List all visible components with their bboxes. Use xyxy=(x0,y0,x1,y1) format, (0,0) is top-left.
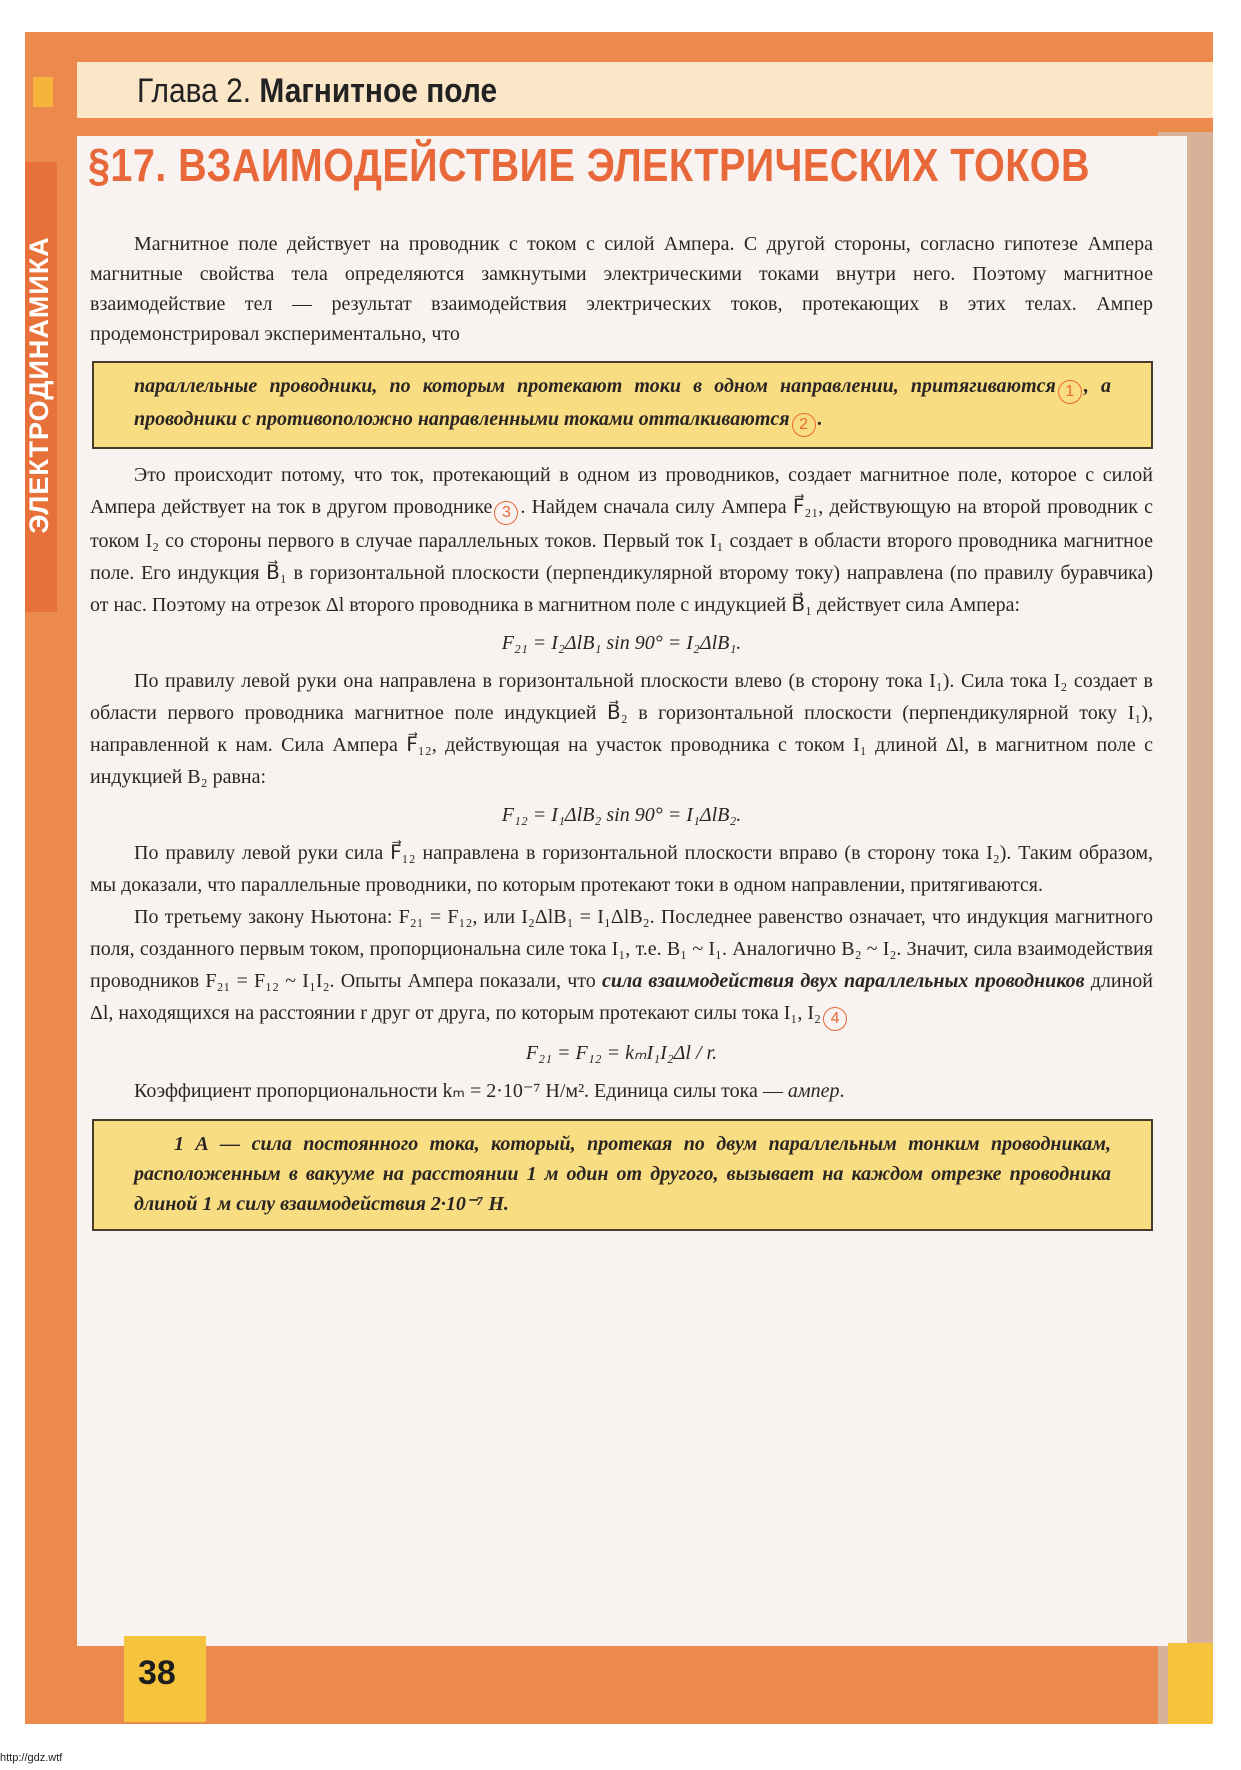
chapter-prefix: Глава 2. xyxy=(137,72,252,110)
text: длиной Δl, находящихся на расстоянии r друг от друга, по которым протекают силы тока I₁, I₂ xyxy=(90,970,1154,1024)
formula-force: F₂₁ = F₁₂ = kₘI₁I₂Δl / r. xyxy=(525,1042,718,1064)
paragraph-left-hand: По правилу левой руки она направлена в горизонтальной плоскости влево (в сторону тока I₁). Сила тока I₂ создает в области первого проводника магнитное поле индукцией B⃗₂ в горизонтальной плоскости (перпендикулярной току I₁), направленной к нам. Сила Ампера F⃗₁₂, действующая на участок проводника с током I₁ длиной Δl, в магнитном поле с индукцией B₂ равна: xyxy=(90,670,1153,788)
rule-part: , а проводники с противоположно направленными токами отталкиваются xyxy=(134,375,1111,430)
marker-4[interactable]: 4 xyxy=(823,1007,847,1031)
emphasis: сила взаимодействия двух параллельных проводников xyxy=(601,970,1085,992)
chapter-title: Магнитное поле xyxy=(259,72,498,110)
definition-text: 1 А — сила постоянного тока, который, протекая по двум параллельным тонким проводникам, расположенным в вакууме на расстоянии 1 м один от другого, вызывает на каждом отрезке проводника длиной 1 м силу взаимодействия 2·10⁻⁷ Н. xyxy=(134,1133,1111,1215)
section-title: §17. ВЗАИМОДЕЙСТВИЕ ЭЛЕКТРИЧЕСКИХ ТОКОВ xyxy=(88,139,1090,191)
side-label: ЭЛЕКТРОДИНАМИКА xyxy=(24,236,54,534)
rule-text xyxy=(94,371,1151,437)
rule-part: . xyxy=(817,408,823,430)
paragraph-intro: Магнитное поле действует на проводник с током с силой Ампера. С другой стороны, согласно гипотезе Ампера магнитные свойства тела определяются замкнутыми электрическими токами внутри него. Поэтому магнитное взаимодействие тел — результат взаимодействия электрических токов, протекающих в этих телах. Ампер продемонстрировал экспериментально, что xyxy=(90,233,1153,345)
formula-f21: F₂₁ = I₂ΔlB₁ sin 90° = I₂ΔlB₁. xyxy=(501,632,742,654)
footer-url[interactable]: http://gdz.wtf xyxy=(0,1752,63,1764)
paragraph-explanation xyxy=(90,459,1153,621)
highlight-box-definition xyxy=(92,1119,1153,1231)
marker-2[interactable]: 2 xyxy=(792,413,816,437)
highlight-box-rule xyxy=(92,361,1153,449)
page-number: 38 xyxy=(138,1654,176,1692)
text: По третьему закону Ньютона: F₂₁ = F₁₂, или I₂ΔlB₁ = I₁ΔlB₂. Последнее равенство означает, что индукция магнитного поля, созданного первым током, пропорциональна силе тока I₁, т.е. B₁ ~ I₁. Аналогично B₂ ~ I₂. Значит, сила взаимодействия проводников F₂₁ = F₁₂ ~ I₁I₂. Опыты Ампера показали, что xyxy=(90,906,1153,992)
emphasis: ампер xyxy=(787,1080,840,1102)
paragraph-coefficient xyxy=(90,1075,1153,1107)
text: Коэффициент пропорциональности kₘ = 2·10⁻⁷ Н/м². Единица силы тока — xyxy=(134,1080,788,1102)
text: Это происходит потому, что ток, протекающий в одном из проводников, создает магнитное поле, которое с силой Ампера действует на ток в другом проводнике xyxy=(90,464,1153,518)
formula-f12: F₁₂ = I₁ΔlB₂ sin 90° = I₁ΔlB₂. xyxy=(501,804,742,826)
text: . Найдем сначала силу Ампера F⃗₂₁, действующую на второй проводник с током I₂ со стороны первого в случае параллельных токов. Первый ток I₁ создает в области второго проводника магнитное поле. Его индукция B⃗₁ в горизонтальной плоскости (перпендикулярной второму току) направлена (по правилу буравчика) от нас. Поэтому на отрезок Δl второго проводника в магнитном поле с индукцией B⃗₁ действует сила Ампера: xyxy=(90,496,1153,616)
paragraph-newton xyxy=(90,901,1153,1031)
marker-3[interactable]: 3 xyxy=(494,501,518,525)
header-marker xyxy=(33,77,53,107)
marker-1[interactable]: 1 xyxy=(1058,380,1082,404)
rule-part: параллельные проводники, по которым протекают токи в одном направлении, притягиваются xyxy=(134,375,1056,397)
side-tab xyxy=(25,162,57,612)
corner-tab xyxy=(1168,1643,1213,1724)
chapter-heading xyxy=(137,72,497,111)
paragraph-attraction: По правилу левой руки сила F⃗₁₂ направлена в горизонтальной плоскости вправо (в сторону тока I₂). Таким образом, мы доказали, что параллельные проводники, по которым протекают токи в одном направлении, притягиваются. xyxy=(90,842,1153,896)
page-content xyxy=(90,229,1153,1241)
text: . xyxy=(839,1080,845,1102)
